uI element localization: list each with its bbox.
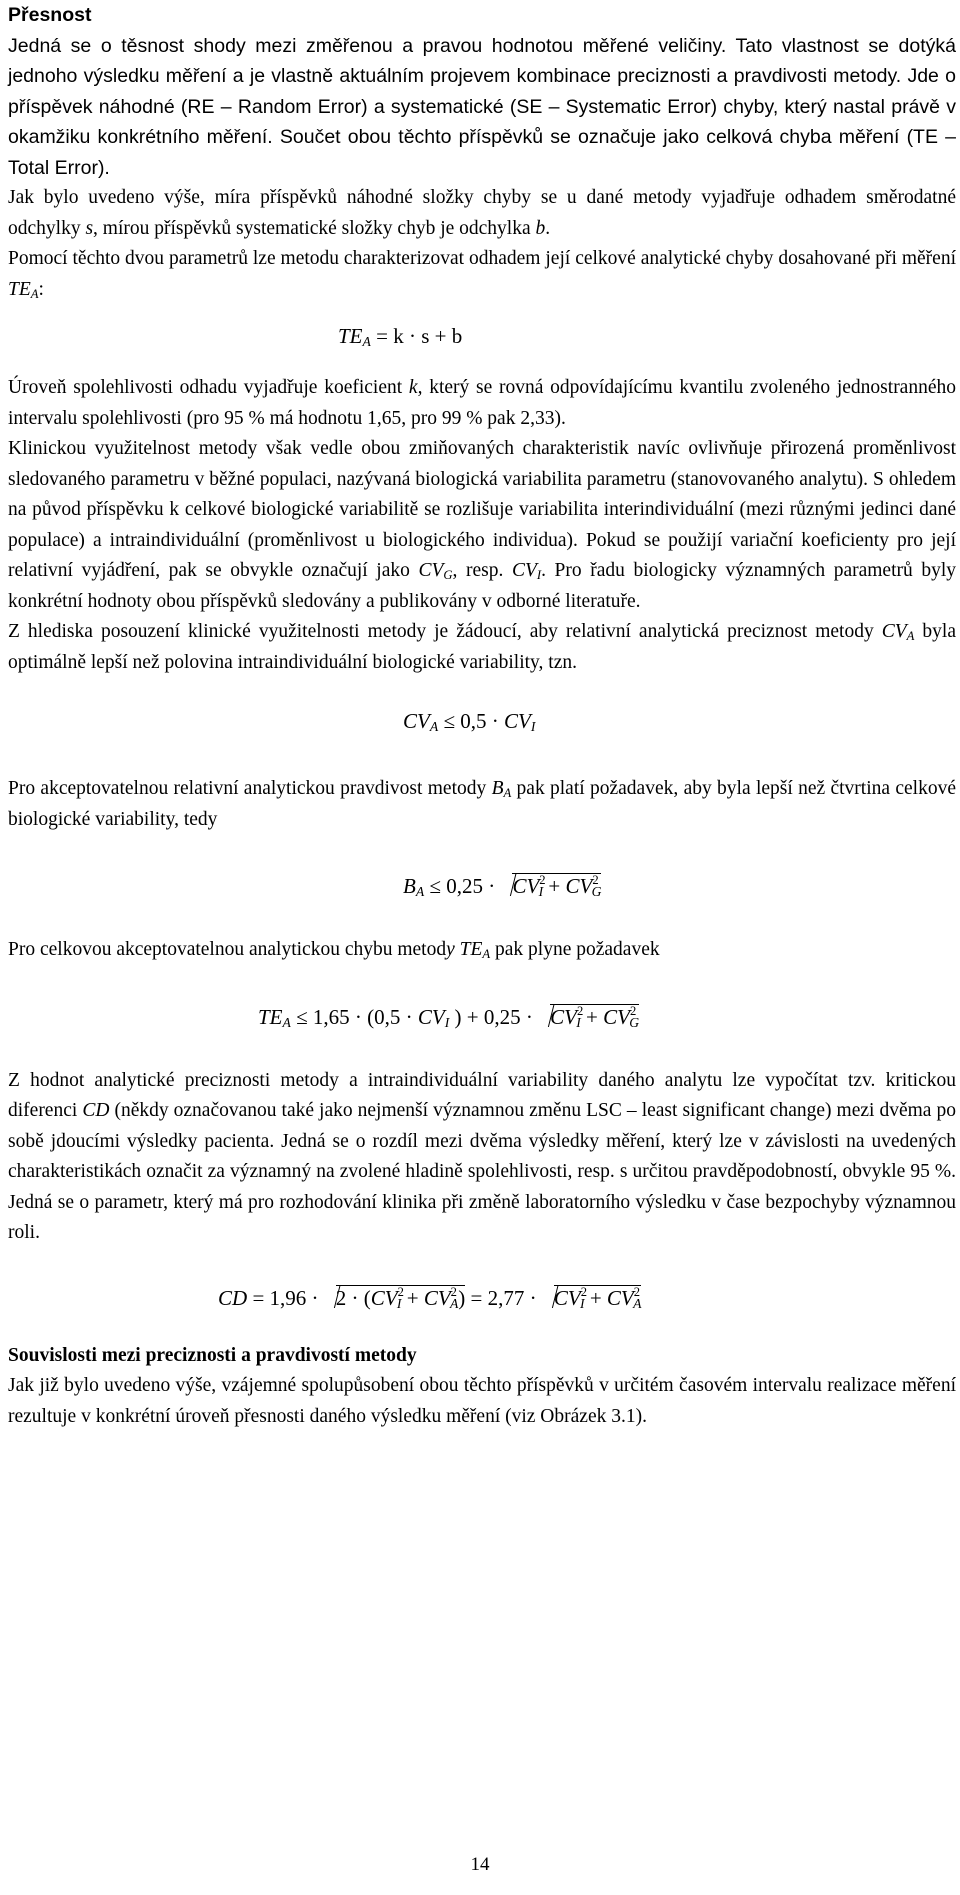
page-number: 14 — [470, 1854, 490, 1875]
equation-bias: $B_A \le 0,25 \cdot CV^2_I + CV^2_G$ — [8, 835, 956, 935]
paragraph-bias-requirement: Pro akceptovatelnou relativní analytickou pravdivost metody $B_A$ pak platí požadavek, aby byla lepší než čtvrtina celkové biologické variability, tedy — [8, 778, 956, 830]
paragraph-total-error: Pomocí těchto dvou parametrů lze metodu charakterizovat odhadem její celkové analytické chyby dosahované při měření $TE_A$: — [8, 248, 956, 301]
paragraph-critical-difference: Z hodnot analytické preciznosti metody a intraindividuální variability daného analytu lze vypočítat tzv. kritickou diferenci CD (někdy označovanou také jako nejmenší významnou změnu LSC – least significant change) mezi dvěma po sobě jdoucími výsledky pacienta. Jedná se o rozdíl mezi dvěma výsledky měření, který lze v závislosti na uvedených charakteristikách označit za významný na zvolené hladině spolehlivosti, resp. s určitou pravděpodobností, obvykle 95 %. Jedná se o parametr, který má pro rozhodování klinika při změně laboratorního výsledku v čase bezpochyby významnou roli. — [8, 1069, 956, 1243]
paragraph-definition: Jedná se o těsnost shody mezi změřenou a pravou hodnotou měřené veličiny. Tato vlastnost se dotýká jednoho výsledku měření a je vlastně aktuálním projevem kombinace preciznosti a pravdivosti metody. Jde o příspěvek náhodné (RE – Random Error) a systematické (SE – Systematic Error) chyby, který nastal právě v okamžiku konkrétního měření. Součet obou těchto příspěvků se označuje jako celková chyba měření (TE – Total Error). — [8, 34, 956, 179]
section-heading-presnost: Přesnost — [8, 4, 92, 26]
equation-total-error-requirement: $TE_A \le 1,65 \cdot (0,5 \cdot CV_I$ ) + $0,25 \cdot CV^2_I + CV^2_G$ — [8, 966, 956, 1066]
page-content — [8, 0, 956, 1432]
sqrt-symbol: $CV^2_I + CV^2_A$ — [542, 1283, 642, 1314]
equation-critical-difference: CD = $1,96 \cdot 2 \cdot (CV^2_I + CV^2_A) = 2,77 \cdot CV^2_I + CV^2_A$ — [8, 1249, 956, 1341]
sqrt-symbol: $CV^2_I + CV^2_G$ — [500, 871, 601, 902]
sqrt-symbol: $CV^2_I + CV^2_G$ — [538, 1002, 639, 1033]
paragraph-confidence: Úroveň spolehlivosti odhadu vyjadřuje koeficient k, který se rovná odpovídajícímu kvantilu zvoleného jednostranného intervalu spolehlivosti (pro 95 % má hodnotu 1,65, pro 99 % pak 2,33). — [8, 377, 956, 429]
sqrt-symbol: $2 \cdot (CV^2_I + CV^2_A)$ — [324, 1283, 466, 1314]
paragraph-random-systematic: Jak bylo uvedeno výše, míra příspěvků náhodné složky chyby se u dané metody vyjadřuje odhadem směrodatné odchylky s, mírou příspěvků systematické složky chyb je odchylka b. — [8, 187, 956, 239]
equation-total-error: $TE_A = k \cdot s + b$ — [338, 324, 463, 349]
paragraph-biological-variability: Klinickou využitelnost metody však vedle obou zmiňovaných charakteristik navíc ovlivňuje přirozená proměnlivost sledovaného parametru v běžné populaci, nazývaná biologická variabilita parametru (stanovovaného analytu). S ohledem na původ příspěvku k celkové biologické variabilitě se rozlišuje variabilita interindividuální (mezi různými jedinci dané populace) a intraindividuální (proměnlivost u biologického individua). Pokud se použijí variační koeficienty pro její relativní vyjádření, pak se obvykle označují jako $CV_G$, resp. $CV_I$. Pro řadu biologicky významných parametrů byly konkrétní hodnoty obou příspěvků sledovány a publikovány v odborné literatuře. — [8, 438, 956, 612]
paragraph-total-error-requirement: Pro celkovou akceptovatelnou analytickou chybu metody $TE_A$ pak plyne požadavek — [8, 939, 660, 961]
paragraph-interaction: Jak již bylo uvedeno výše, vzájemné spolupůsobení obou těchto příspěvků v určitém časovém intervalu realizace měření rezultuje v konkrétní úroveň přesnosti daného výsledku měření (viz Obrázek 3.1). — [8, 1375, 956, 1427]
equation-cv-requirement: $CV_A \le 0,5 \cdot CV_I$ — [403, 709, 536, 734]
section-heading-souvislosti: Souvislosti mezi preciznosti a pravdivostí metody — [8, 1344, 417, 1366]
paragraph-precision-requirement: Z hlediska posouzení klinické využitelnosti metody je žádoucí, aby relativní analytická preciznost metody $CV_A$ byla optimálně lepší než polovina intraindividuální biologické variability, tzn. — [8, 621, 957, 673]
